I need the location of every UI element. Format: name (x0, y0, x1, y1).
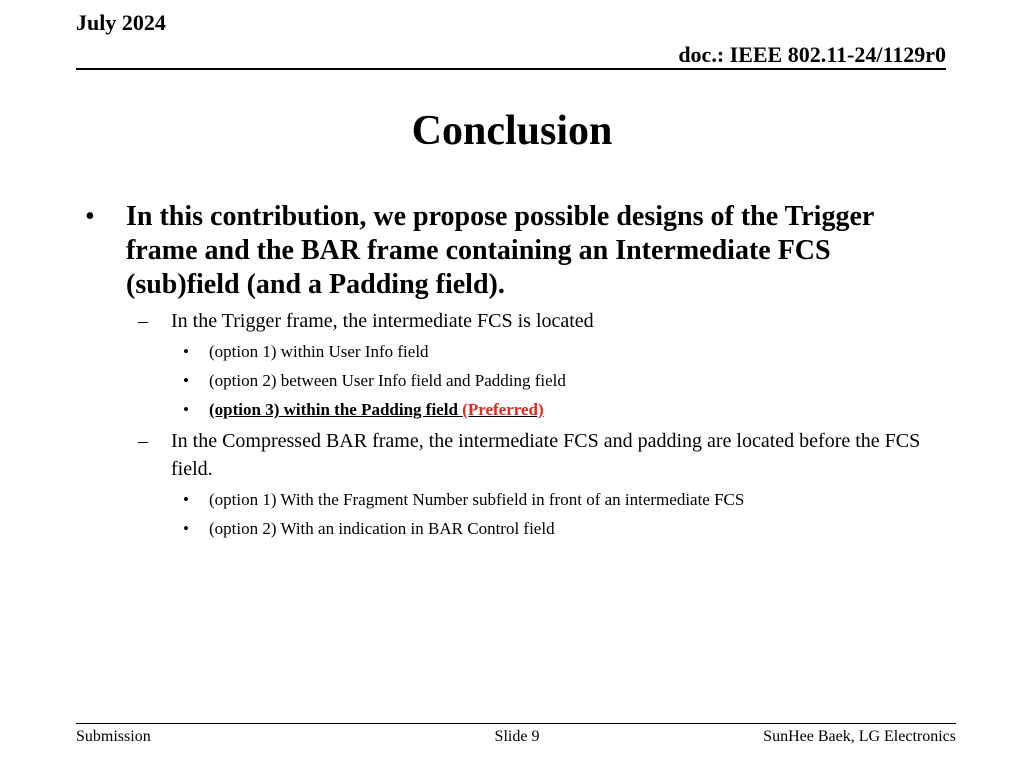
bar-option-2 (76, 517, 936, 541)
bullet-marker: • (183, 342, 189, 361)
footer-author: SunHee Baek, LG Electronics (763, 728, 956, 745)
trigger-option-3-preferred (76, 398, 936, 422)
bullet-marker: • (183, 519, 189, 538)
preferred-tag: (Preferred) (462, 400, 544, 419)
bar-frame-text: In the Compressed BAR frame, the intermediate FCS and padding are located before the FCS field. (171, 430, 921, 480)
bullet-marker: • (183, 371, 189, 390)
slide-title: Conclusion (411, 108, 613, 154)
dash-marker: – (138, 430, 148, 452)
bar-option-1-text: (option 1) With the Fragment Number subfield in front of an intermediate FCS (209, 490, 745, 509)
main-bullet (76, 200, 936, 302)
trigger-option-3-text: (option 3) within the Padding field (209, 400, 463, 419)
bar-option-1 (76, 488, 936, 512)
footer-submission: Submission (76, 728, 151, 745)
bullet-marker: • (183, 490, 189, 509)
header-doc-id: doc.: IEEE 802.11-24/1129r0 (678, 42, 946, 67)
bullet-marker: • (183, 400, 189, 419)
footer-divider (76, 723, 956, 724)
bullet-marker: • (85, 201, 95, 232)
trigger-frame-item (76, 307, 936, 335)
slide-body (76, 200, 936, 541)
trigger-option-2 (76, 369, 936, 393)
header-date: July 2024 (76, 10, 166, 35)
header-divider (76, 68, 946, 70)
trigger-option-1 (76, 340, 936, 364)
trigger-option-2-text: (option 2) between User Info field and Padding field (209, 371, 566, 390)
bar-option-2-text: (option 2) With an indication in BAR Control field (209, 519, 555, 538)
footer-slide-number: Slide 9 (494, 728, 540, 745)
trigger-option-1-text: (option 1) within User Info field (209, 342, 429, 361)
bar-frame-item (76, 427, 936, 483)
trigger-frame-text: In the Trigger frame, the intermediate FCS is located (171, 310, 594, 332)
dash-marker: – (138, 310, 148, 332)
main-bullet-text: In this contribution, we propose possible designs of the Trigger frame and the BAR frame containing an Intermediate FCS (sub)field (and a Padding field). (126, 201, 874, 300)
